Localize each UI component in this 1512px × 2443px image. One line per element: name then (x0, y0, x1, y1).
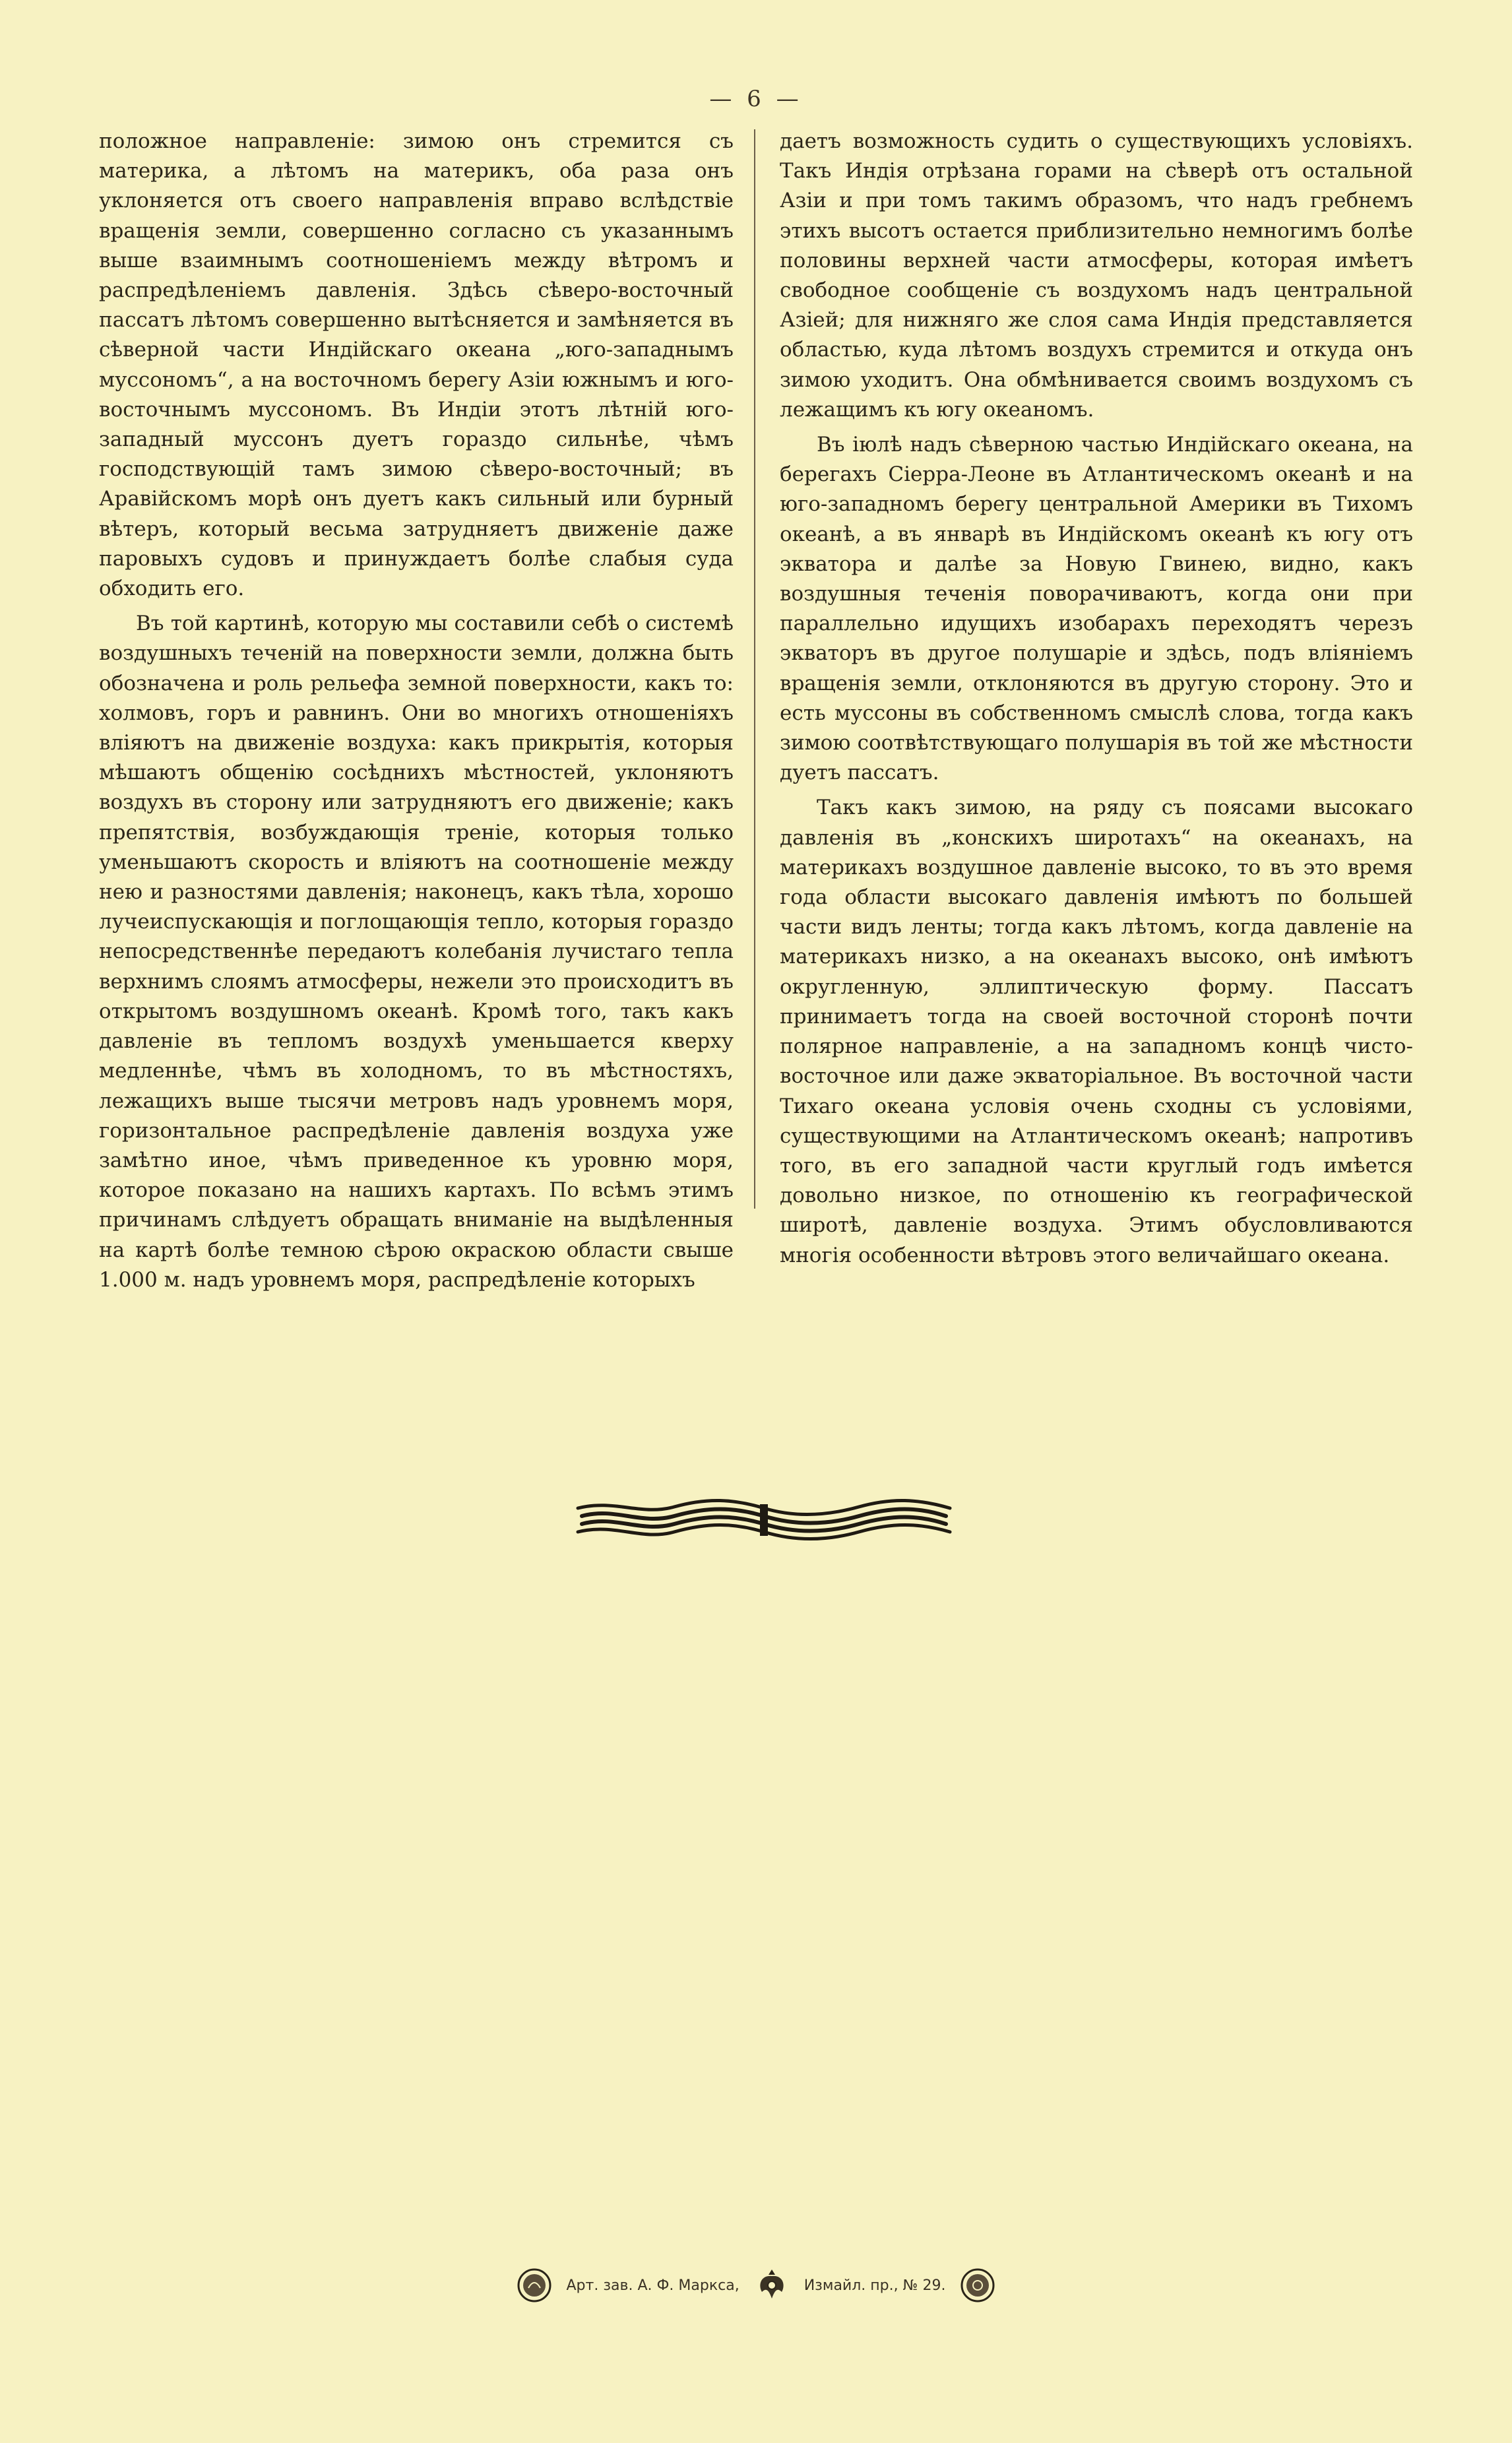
medal-icon (517, 2266, 552, 2305)
paragraph: Въ іюлѣ надъ сѣверною частью Индійскаго океана, на берегахъ Сіерра-Леоне въ Атлантическомъ океанѣ и на юго-западномъ берегу центральной Америки въ Тихомъ океанѣ, а въ январѣ въ Индійскомъ океанѣ къ югу отъ экватора и далѣе за Новую Гвинею, видно, какъ воздушныя теченія поворачиваютъ, когда они при параллельно идущихъ изобарахъ переходятъ черезъ экваторъ въ другое полушаріе и здѣсь, подъ вліяніемъ вращенія земли, отклоняются въ другую сторону. Это и есть муссоны въ собственномъ смыслѣ слова, тогда какъ зимою соотвѣтствующаго полушарія въ той же мѣстности дуетъ пассатъ. (780, 433, 1413, 785)
wavy-ornament (575, 1496, 953, 1544)
printer-address: Измайл. пр., № 29. (803, 2277, 946, 2294)
printer-name: Арт. зав. А. Ф. Маркса, (566, 2277, 740, 2294)
medal-icon (960, 2266, 995, 2305)
left-text-column (99, 127, 734, 1295)
eagle-emblem-icon (754, 2266, 790, 2305)
column-divider (754, 129, 755, 1209)
printer-footer (0, 2259, 1512, 2312)
paragraph: Въ той картинѣ, которую мы составили себѣ о системѣ воздушныхъ теченій на поверхности земли, должна быть обозначена и роль рельефа земной поверхности, какъ то: холмовъ, горъ и равнинъ. Они во многихъ отношеніяхъ вліяютъ на движеніе воздуха: какъ прикрытія, которыя мѣшаютъ общенію сосѣднихъ мѣстностей, уклоняютъ воздухъ въ сторону или затрудняютъ его движеніе; какъ препятствія, возбуждающія треніе, которыя только уменьшаютъ скорость и вліяютъ на соотношеніе между нею и разностями давленія; наконецъ, какъ тѣла, хорошо лучеиспускающія и поглощающія тепло, которыя гораздо непосредственнѣе передаютъ колебанія лучистаго тепла верхнимъ слоямъ атмосферы, нежели это происходитъ въ открытомъ воздушномъ океанѣ. Кромѣ того, такъ какъ давленіе въ тепломъ воздухѣ уменьшается кверху медленнѣе, чѣмъ въ холодномъ, то въ мѣстностяхъ, лежащихъ выше тысячи метровъ надъ уровнемъ моря, горизонтальное распредѣленіе давленія воздуха уже замѣтно иное, чѣмъ приведенное къ уровню моря, которое показано на нашихъ картахъ. По всѣмъ этимъ причинамъ слѣдуетъ обращать вниманіе на выдѣленныя на картѣ болѣе темною сѣрою окраскою области свыше 1.000 м. надъ уровнемъ моря, распредѣленіе которыхъ (99, 612, 734, 1292)
paragraph: даетъ возможность судить о существующихъ условіяхъ. Такъ Индія отрѣзана горами на сѣверѣ отъ остальной Азіи и при томъ такимъ образомъ, что надъ гребнемъ этихъ высотъ остается приблизительно немногимъ болѣе половины верхней части атмосферы, которая имѣетъ свободное сообщеніе съ воздухомъ надъ центральной Азіей; для нижняго же слоя сама Индія представляется областью, куда лѣтомъ воздухъ стремится и откуда онъ зимою уходитъ. Она обмѣнивается своимъ воздухомъ съ лежащимъ къ югу океаномъ. (780, 129, 1413, 422)
paragraph: Такъ какъ зимою, на ряду съ поясами высокаго давленія въ „конскихъ широтахъ“ на океанахъ, на материкахъ воздушное давленіе высоко, то въ это время года области высокаго давленія имѣютъ по большей части видъ ленты; тогда какъ лѣтомъ, когда давленіе на материкахъ низко, а на океанахъ высоко, онѣ имѣютъ округленную, эллиптическую форму. Пассатъ принимаетъ тогда на своей восточной сторонѣ почти полярное направленіе, а на западномъ концѣ чисто-восточное или даже экваторіальное. Въ восточной части Тихаго океана условія очень сходны съ условіями, существующими на Атлантическомъ океанѣ; напротивъ того, въ его западной части круглый годъ имѣется довольно низкое, по отношенію къ географической широтѣ, давленіе воздуха. Этимъ обусловливаются многія особенности вѣтровъ этого величайшаго океана. (780, 796, 1413, 1267)
right-text-column (780, 127, 1413, 1271)
paragraph: положное направленіе: зимою онъ стремится съ материка, а лѣтомъ на материкъ, оба раза онъ уклоняется отъ своего направленія вправо вслѣдствіе вращенія земли, совершенно согласно съ указаннымъ выше взаимнымъ соотношеніемъ между вѣтромъ и распредѣленіемъ давленія. Здѣсь сѣверо-восточный пассатъ лѣтомъ совершенно вытѣсняется и замѣняется въ сѣверной части Индійскаго океана „юго-западнымъ муссономъ“, а на восточномъ берегу Азіи южнымъ и юго-восточнымъ муссономъ. Въ Индіи этотъ лѣтній юго-западный муссонъ дуетъ гораздо сильнѣе, чѣмъ господствующій тамъ зимою сѣверо-восточный; въ Аравійскомъ морѣ онъ дуетъ какъ сильный или бурный вѣтеръ, который весьма затрудняетъ движеніе даже паровыхъ судовъ и принуждаетъ болѣе слабыя суда обходить его. (99, 129, 734, 601)
page-number: — 6 — (709, 86, 803, 112)
